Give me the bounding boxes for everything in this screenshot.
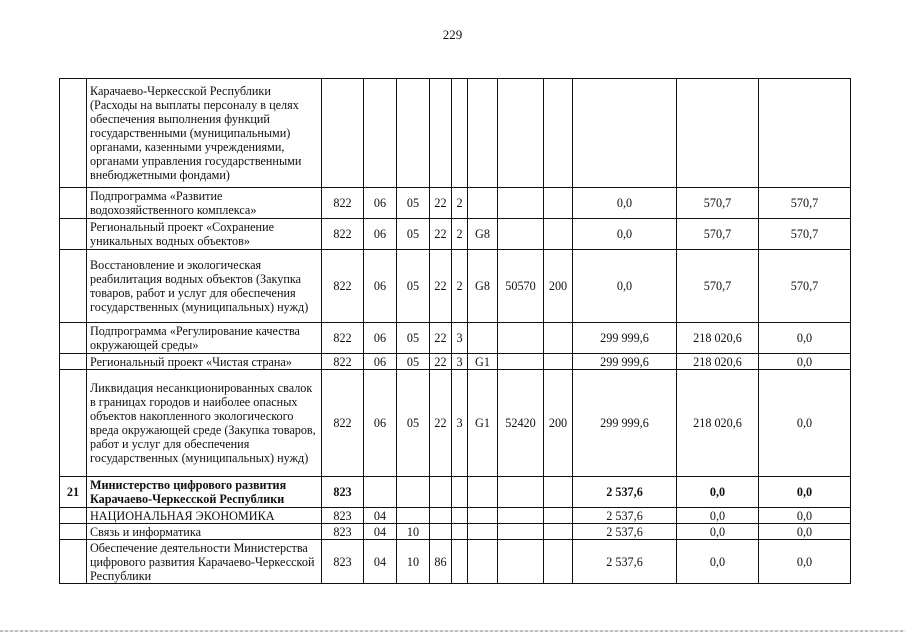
idx-cell — [60, 188, 87, 219]
expense-type-cell — [544, 188, 573, 219]
ved-code-cell: 823 — [322, 477, 364, 508]
table-row — [60, 477, 851, 508]
expense-type-cell: 200 — [544, 370, 573, 477]
ved-code-cell: 822 — [322, 370, 364, 477]
budget-table — [59, 78, 851, 584]
program-code-cell: 22 — [430, 370, 452, 477]
section-code-cell: 06 — [364, 370, 397, 477]
ved-code-cell — [322, 79, 364, 188]
expense-type-cell — [544, 524, 573, 540]
amount-year1-cell: 2 537,6 — [573, 524, 677, 540]
item-name-cell: НАЦИОНАЛЬНАЯ ЭКОНОМИКА — [87, 508, 322, 524]
amount-year2-cell: 0,0 — [677, 540, 759, 584]
amount-year2-cell: 218 020,6 — [677, 323, 759, 354]
ved-code-cell: 823 — [322, 540, 364, 584]
idx-cell — [60, 323, 87, 354]
idx-cell — [60, 79, 87, 188]
subprogram-code-cell — [452, 79, 468, 188]
amount-year1-cell: 0,0 — [573, 219, 677, 250]
amount-year3-cell: 570,7 — [759, 219, 851, 250]
amount-year2-cell — [677, 79, 759, 188]
program-code-cell: 86 — [430, 540, 452, 584]
project-code-cell — [468, 477, 498, 508]
scan-edge-line — [0, 630, 905, 632]
amount-year2-cell: 570,7 — [677, 250, 759, 323]
expense-type-cell: 200 — [544, 250, 573, 323]
table-row — [60, 540, 851, 584]
section-code-cell: 04 — [364, 540, 397, 584]
table-row — [60, 323, 851, 354]
amount-year3-cell: 0,0 — [759, 540, 851, 584]
project-code-cell — [468, 188, 498, 219]
ved-code-cell: 823 — [322, 508, 364, 524]
expense-type-cell — [544, 323, 573, 354]
subsection-code-cell — [397, 477, 430, 508]
amount-year1-cell: 0,0 — [573, 250, 677, 323]
subsection-code-cell: 05 — [397, 370, 430, 477]
item-name-cell: Подпрограмма «Регулирование качества окружающей среды» — [87, 323, 322, 354]
section-code-cell: 06 — [364, 323, 397, 354]
amount-year1-cell: 2 537,6 — [573, 540, 677, 584]
page-number: 229 — [442, 27, 463, 42]
amount-year1-cell: 299 999,6 — [573, 323, 677, 354]
subsection-code-cell: 10 — [397, 540, 430, 584]
program-code-cell: 22 — [430, 250, 452, 323]
project-code-cell — [468, 79, 498, 188]
section-code-cell: 06 — [364, 188, 397, 219]
ved-code-cell: 822 — [322, 250, 364, 323]
program-code-cell — [430, 524, 452, 540]
amount-year3-cell: 570,7 — [759, 250, 851, 323]
amount-year1-cell: 299 999,6 — [573, 370, 677, 477]
amount-year3-cell: 0,0 — [759, 323, 851, 354]
program-code-cell: 22 — [430, 323, 452, 354]
item-name-cell: Восстановление и экологическая реабилитация водных объектов (Закупка товаров, работ и услуг для обеспечения государственных (муниципальных) нужд) — [87, 250, 322, 323]
subprogram-code-cell: 2 — [452, 250, 468, 323]
amount-year1-cell — [573, 79, 677, 188]
program-code-cell: 22 — [430, 219, 452, 250]
idx-cell — [60, 370, 87, 477]
direction-code-cell: 50570 — [498, 250, 544, 323]
amount-year1-cell: 2 537,6 — [573, 508, 677, 524]
project-code-cell: G1 — [468, 370, 498, 477]
direction-code-cell — [498, 323, 544, 354]
project-code-cell — [468, 323, 498, 354]
table-row — [60, 250, 851, 323]
direction-code-cell — [498, 219, 544, 250]
subsection-code-cell: 05 — [397, 188, 430, 219]
expense-type-cell — [544, 219, 573, 250]
amount-year1-cell: 2 537,6 — [573, 477, 677, 508]
item-name-cell: Министерство цифрового развития Карачаево-Черкесской Республики — [87, 477, 322, 508]
item-name-cell: Связь и информатика — [87, 524, 322, 540]
idx-cell — [60, 250, 87, 323]
subprogram-code-cell — [452, 508, 468, 524]
direction-code-cell — [498, 188, 544, 219]
section-code-cell: 04 — [364, 524, 397, 540]
idx-cell — [60, 508, 87, 524]
program-code-cell — [430, 477, 452, 508]
subprogram-code-cell — [452, 477, 468, 508]
section-code-cell: 06 — [364, 354, 397, 370]
program-code-cell: 22 — [430, 354, 452, 370]
direction-code-cell — [498, 477, 544, 508]
table-row — [60, 354, 851, 370]
subprogram-code-cell: 2 — [452, 219, 468, 250]
idx-cell — [60, 219, 87, 250]
direction-code-cell — [498, 79, 544, 188]
subprogram-code-cell — [452, 524, 468, 540]
idx-cell: 21 — [60, 477, 87, 508]
item-name-cell: Карачаево-Черкесской Республики (Расходы на выплаты персоналу в целях обеспечения выполнения функций государственными (муниципальными) органами, казенными учреждениями, органами управления государственными внебюджетными фондами) — [87, 79, 322, 188]
subprogram-code-cell — [452, 540, 468, 584]
item-name-cell: Региональный проект «Чистая страна» — [87, 354, 322, 370]
expense-type-cell — [544, 79, 573, 188]
ved-code-cell: 822 — [322, 323, 364, 354]
subsection-code-cell: 05 — [397, 323, 430, 354]
project-code-cell — [468, 524, 498, 540]
direction-code-cell — [498, 524, 544, 540]
amount-year2-cell: 0,0 — [677, 508, 759, 524]
subprogram-code-cell: 3 — [452, 354, 468, 370]
ved-code-cell: 823 — [322, 524, 364, 540]
section-code-cell: 06 — [364, 219, 397, 250]
ved-code-cell: 822 — [322, 188, 364, 219]
ved-code-cell: 822 — [322, 354, 364, 370]
table-body — [60, 79, 851, 584]
idx-cell — [60, 540, 87, 584]
subsection-code-cell: 05 — [397, 354, 430, 370]
ved-code-cell: 822 — [322, 219, 364, 250]
program-code-cell — [430, 79, 452, 188]
table-row — [60, 219, 851, 250]
item-name-cell: Ликвидация несанкционированных свалок в границах городов и наиболее опасных объектов накопленного экологического вреда окружающей среде (Закупка товаров, работ и услуг для обеспечения государственных (муниципальных) нужд) — [87, 370, 322, 477]
section-code-cell: 06 — [364, 250, 397, 323]
expense-type-cell — [544, 540, 573, 584]
amount-year3-cell: 0,0 — [759, 370, 851, 477]
table-row — [60, 508, 851, 524]
subprogram-code-cell: 3 — [452, 370, 468, 477]
section-code-cell: 04 — [364, 508, 397, 524]
amount-year2-cell: 0,0 — [677, 477, 759, 508]
item-name-cell: Обеспечение деятельности Министерства цифрового развития Карачаево-Черкесской Республики — [87, 540, 322, 584]
expense-type-cell — [544, 477, 573, 508]
direction-code-cell — [498, 508, 544, 524]
amount-year2-cell: 218 020,6 — [677, 370, 759, 477]
subprogram-code-cell: 3 — [452, 323, 468, 354]
section-code-cell — [364, 79, 397, 188]
table-row — [60, 79, 851, 188]
project-code-cell: G8 — [468, 219, 498, 250]
item-name-cell: Подпрограмма «Развитие водохозяйственного комплекса» — [87, 188, 322, 219]
direction-code-cell — [498, 540, 544, 584]
amount-year3-cell: 570,7 — [759, 188, 851, 219]
subsection-code-cell: 05 — [397, 219, 430, 250]
subprogram-code-cell: 2 — [452, 188, 468, 219]
table-row — [60, 188, 851, 219]
project-code-cell — [468, 540, 498, 584]
idx-cell — [60, 524, 87, 540]
amount-year1-cell: 0,0 — [573, 188, 677, 219]
amount-year1-cell: 299 999,6 — [573, 354, 677, 370]
subsection-code-cell: 10 — [397, 524, 430, 540]
amount-year3-cell: 0,0 — [759, 524, 851, 540]
amount-year3-cell: 0,0 — [759, 354, 851, 370]
expense-type-cell — [544, 354, 573, 370]
project-code-cell — [468, 508, 498, 524]
program-code-cell: 22 — [430, 188, 452, 219]
amount-year3-cell: 0,0 — [759, 477, 851, 508]
amount-year2-cell: 0,0 — [677, 524, 759, 540]
idx-cell — [60, 354, 87, 370]
amount-year2-cell: 570,7 — [677, 219, 759, 250]
amount-year3-cell: 0,0 — [759, 508, 851, 524]
direction-code-cell: 52420 — [498, 370, 544, 477]
table-row — [60, 370, 851, 477]
program-code-cell — [430, 508, 452, 524]
amount-year3-cell — [759, 79, 851, 188]
project-code-cell: G8 — [468, 250, 498, 323]
project-code-cell: G1 — [468, 354, 498, 370]
subsection-code-cell — [397, 79, 430, 188]
item-name-cell: Региональный проект «Сохранение уникальных водных объектов» — [87, 219, 322, 250]
direction-code-cell — [498, 354, 544, 370]
amount-year2-cell: 218 020,6 — [677, 354, 759, 370]
subsection-code-cell — [397, 508, 430, 524]
expense-type-cell — [544, 508, 573, 524]
section-code-cell — [364, 477, 397, 508]
subsection-code-cell: 05 — [397, 250, 430, 323]
table-row — [60, 524, 851, 540]
amount-year2-cell: 570,7 — [677, 188, 759, 219]
